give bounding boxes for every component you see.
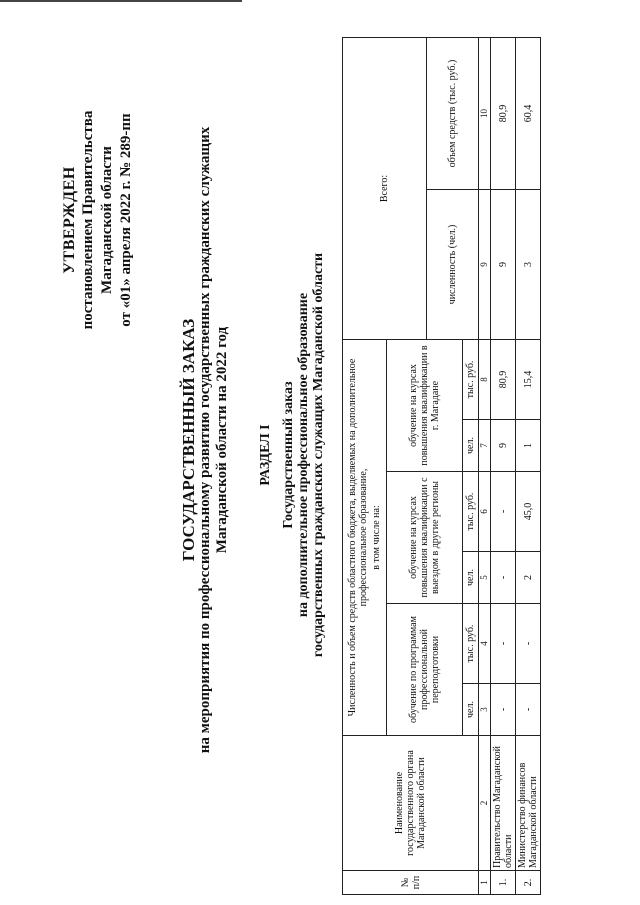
title-line-2: на мероприятия по профессиональному развитию государственных гражданских служащих (197, 126, 213, 754)
column-number-row (479, 37, 491, 894)
cell-total-people: 3 (516, 189, 541, 339)
cell-b-people: 2 (516, 552, 541, 604)
header-num: № п/п (343, 871, 479, 895)
document-title (180, 95, 231, 785)
cell-a-money: - (516, 604, 541, 684)
cell-c-people: 1 (516, 420, 541, 472)
row-num: 2. (516, 871, 541, 895)
row-org-name: Министерство финансов Магаданской области (516, 736, 541, 871)
title-main: ГОСУДАРСТВЕННЫЙ ЗАКАЗ (179, 318, 198, 562)
unit-money-b: тыс. руб. (463, 472, 479, 552)
col-number: 2 (479, 736, 491, 871)
table-row (491, 37, 516, 894)
approval-title: УТВЕРЖДЕН (61, 166, 78, 274)
unit-money-a: тыс. руб. (463, 604, 479, 684)
header-col-b: обучение на курсах повышения квалификации с выездом в другие регионы (387, 472, 463, 604)
cell-a-people: - (516, 684, 541, 736)
cell-c-people: 9 (491, 420, 516, 472)
header-col-a: обучение по программам профессиональной переподготовки (387, 604, 463, 736)
cell-c-money: 80,9 (491, 339, 516, 419)
header-name: Наименование государственного органа Магаданской области (343, 736, 479, 871)
approval-block (60, 55, 136, 385)
header-group-text: Численность и объем средств областного бюджета, выделяемых на дополнительное профессиональное образование, (347, 358, 369, 717)
approval-line-1: постановлением Правительства (80, 110, 96, 330)
cell-total-money: 60,4 (516, 37, 541, 189)
unit-people-b: чел. (463, 552, 479, 604)
header-group (343, 339, 387, 735)
row-org-name: Правительство Магаданской области (491, 736, 516, 871)
unit-money-c: тыс. руб. (463, 339, 479, 419)
col-number: 4 (479, 604, 491, 684)
col-number: 10 (479, 37, 491, 189)
section-number: РАЗДЕЛ I (258, 424, 273, 486)
order-table (342, 37, 541, 895)
title-line-3: Магаданской области на 2022 год (214, 326, 230, 554)
section-line-1: Государственный заказ (281, 381, 296, 529)
cell-total-people: 9 (491, 189, 516, 339)
row-num: 1. (491, 871, 516, 895)
header-total-money: объем средств (тыс. руб.) (427, 37, 479, 189)
section-heading (258, 205, 326, 705)
cell-b-money: 45,0 (516, 472, 541, 552)
col-number: 8 (479, 339, 491, 419)
unit-people-a: чел. (463, 684, 479, 736)
cell-a-money: - (491, 604, 516, 684)
cell-c-money: 15,4 (516, 339, 541, 419)
header-sub-text: в том числе на: (371, 505, 382, 570)
section-line-3: государственных гражданских служащих Магаданской области (311, 252, 326, 658)
section-line-2: на дополнительное профессиональное образование (296, 292, 311, 618)
unit-people-c: чел. (463, 420, 479, 472)
col-number: 9 (479, 189, 491, 339)
col-number: 5 (479, 552, 491, 604)
cell-total-money: 80,9 (491, 37, 516, 189)
header-total-people: численность (чел.) (427, 189, 479, 339)
col-number: 6 (479, 472, 491, 552)
col-number: 3 (479, 684, 491, 736)
approval-line-3: от «01» апреля 2022 г. № 289-пп (118, 113, 134, 327)
cell-b-people: - (491, 552, 516, 604)
approval-line-2: Магаданской области (99, 146, 115, 294)
table-row (516, 37, 541, 894)
col-number: 1 (479, 871, 491, 895)
cell-b-money: - (491, 472, 516, 552)
col-number: 7 (479, 420, 491, 472)
header-total: Всего: (343, 37, 427, 339)
cell-a-people: - (491, 684, 516, 736)
header-col-c: обучение на курсах повышения квалификации в г. Магадане (387, 339, 463, 471)
